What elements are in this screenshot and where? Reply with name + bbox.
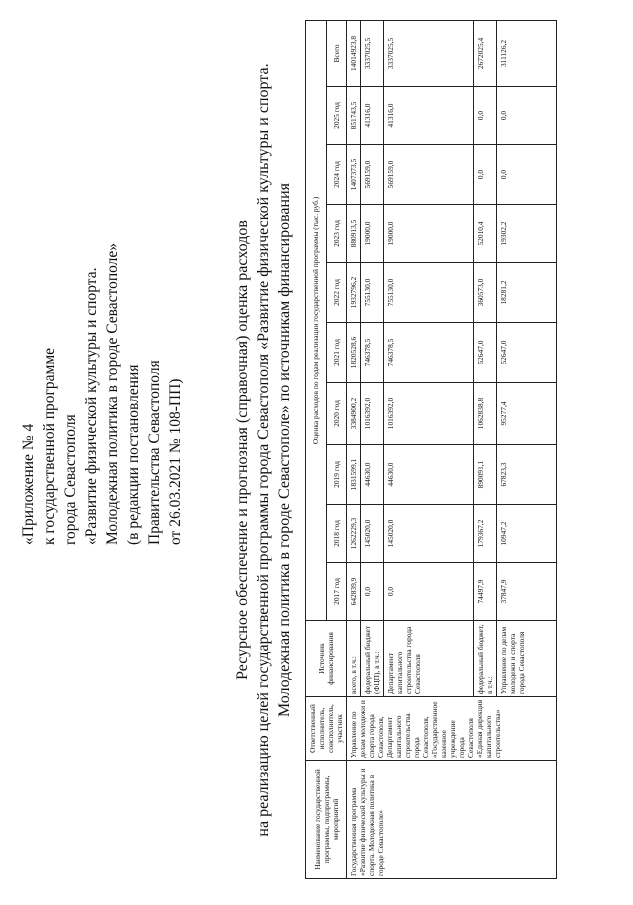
value-cell: 1262229,3 [347, 505, 361, 563]
value-cell: 746378,5 [384, 323, 474, 383]
header-year: 2018 год [326, 505, 347, 563]
value-cell: 642839,9 [347, 563, 361, 621]
header-year: 2021 год [326, 323, 347, 383]
executor-line: Управление по делам молодежи и спорта города Севастополя, [349, 700, 385, 758]
header-year: 2019 год [326, 445, 347, 505]
value-cell: 19000,0 [361, 205, 384, 263]
header-total: Всего [326, 20, 347, 86]
header-name: Наименование государственной программы, подпрограммы, мероприятий [306, 761, 347, 879]
value-cell: 360573,0 [474, 263, 497, 323]
table-row [347, 20, 361, 878]
value-cell: 0,0 [497, 87, 557, 145]
value-cell: 41316,0 [384, 87, 474, 145]
source-cell: всего, в т.ч.: [347, 621, 361, 697]
total-cell: 3337025,5 [384, 20, 474, 86]
title-line: Ресурсное обеспечение и прогнозная (справочная) оценка расходов [234, 220, 251, 680]
value-cell: 67823,3 [497, 445, 557, 505]
value-cell: 569159,0 [384, 145, 474, 205]
value-cell: 1407373,5 [347, 145, 361, 205]
executors-cell [347, 697, 557, 761]
program-name-cell: Государственная программа «Развитие физической культуры и спорта. Молодежная политика в городе Севастополе» [347, 761, 557, 879]
value-cell: 52010,4 [474, 205, 497, 263]
value-cell: 52647,0 [497, 323, 557, 383]
value-cell: 755130,0 [384, 263, 474, 323]
executor-line: «Государственное казенное учреждение города Севастополя [430, 701, 475, 758]
value-cell: 44630,0 [361, 445, 384, 505]
appendix-line: «Развитие физической культуры и спорта. [83, 267, 100, 545]
appendix-line: Правительства Севастополя [146, 360, 163, 545]
value-cell: 19000,0 [384, 205, 474, 263]
value-cell: 19302,2 [497, 205, 557, 263]
value-cell: 0,0 [384, 563, 474, 621]
appendix-line: (в редакции постановления [125, 364, 142, 545]
value-cell: 0,0 [474, 145, 497, 205]
value-cell: 1016392,0 [361, 383, 384, 445]
value-cell: 890091,1 [474, 445, 497, 505]
value-cell: 1062838,8 [474, 383, 497, 445]
header-year: 2017 год [326, 563, 347, 621]
value-cell: 74497,9 [474, 563, 497, 621]
title-line: на реализацию целей государственной программы города Севастополя «Развитие физической культуры и спорта. [255, 63, 272, 837]
value-cell: 179367,2 [474, 505, 497, 563]
total-cell: 14014923,8 [347, 20, 361, 86]
total-cell: 2672025,4 [474, 20, 497, 86]
funding-table [305, 20, 557, 879]
value-cell: 52647,0 [474, 323, 497, 383]
value-cell: 1016392,0 [384, 383, 474, 445]
source-cell: федеральный бюджет, в т.ч.: [474, 621, 497, 697]
value-cell: 0,0 [474, 87, 497, 145]
value-cell: 880913,5 [347, 205, 361, 263]
title-line: Молодежная политика в городе Севастополе» по источникам финансирования [276, 182, 293, 718]
source-cell: федеральный бюджет (ФЦП), в т.ч.: [361, 621, 384, 697]
value-cell: 41316,0 [361, 87, 384, 145]
header-year: 2024 год [326, 145, 347, 205]
value-cell: 1932796,2 [347, 263, 361, 323]
header-estimate: Оценка расходов по годам реализации государственной программы (тыс. руб.) [306, 20, 327, 620]
document-title [232, 25, 295, 875]
appendix-line: «Приложение № 4 [20, 423, 37, 545]
appendix-line: от 26.03.2021 № 108-ПП) [167, 378, 184, 545]
value-cell: 851743,5 [347, 87, 361, 145]
appendix-line: к государственной программе [41, 347, 58, 545]
value-cell: 1831599,1 [347, 445, 361, 505]
header-year: 2020 год [326, 383, 347, 445]
table-header-row [306, 20, 327, 878]
value-cell: 0,0 [497, 145, 557, 205]
value-cell: 755130,0 [361, 263, 384, 323]
appendix-header [18, 25, 186, 545]
executor-line: Департамент капитального строительства города Севастополя, [385, 713, 430, 758]
value-cell: 3384900,2 [347, 383, 361, 445]
appendix-line: Молодежная политика в городе Севастополе» [104, 242, 121, 545]
total-cell: 311126,2 [497, 20, 557, 86]
header-year: 2022 год [326, 263, 347, 323]
appendix-line: города Севастополя [62, 414, 79, 545]
header-year: 2025 год [326, 87, 347, 145]
value-cell: 37847,9 [497, 563, 557, 621]
header-source: Источник финансирования [306, 621, 347, 697]
value-cell: 0,0 [361, 563, 384, 621]
value-cell: 44630,0 [384, 445, 474, 505]
header-executor: Ответственный исполнитель, соисполнитель, участник [306, 697, 347, 761]
value-cell: 18281,2 [497, 263, 557, 323]
executor-line: «Единая дирекция капитального строительства» [475, 700, 502, 758]
value-cell: 145020,0 [384, 505, 474, 563]
header-year: 2023 год [326, 205, 347, 263]
value-cell: 145020,0 [361, 505, 384, 563]
total-cell: 3337025,5 [361, 20, 384, 86]
source-cell: Департамент капитального строительства города Севастополя [384, 621, 474, 697]
value-cell: 569159,0 [361, 145, 384, 205]
value-cell: 10947,2 [497, 505, 557, 563]
value-cell: 95277,4 [497, 383, 557, 445]
value-cell: 746378,5 [361, 323, 384, 383]
source-cell: Управление по делам молодежи и спорта города Севастополя [497, 621, 557, 697]
value-cell: 1820528,6 [347, 323, 361, 383]
